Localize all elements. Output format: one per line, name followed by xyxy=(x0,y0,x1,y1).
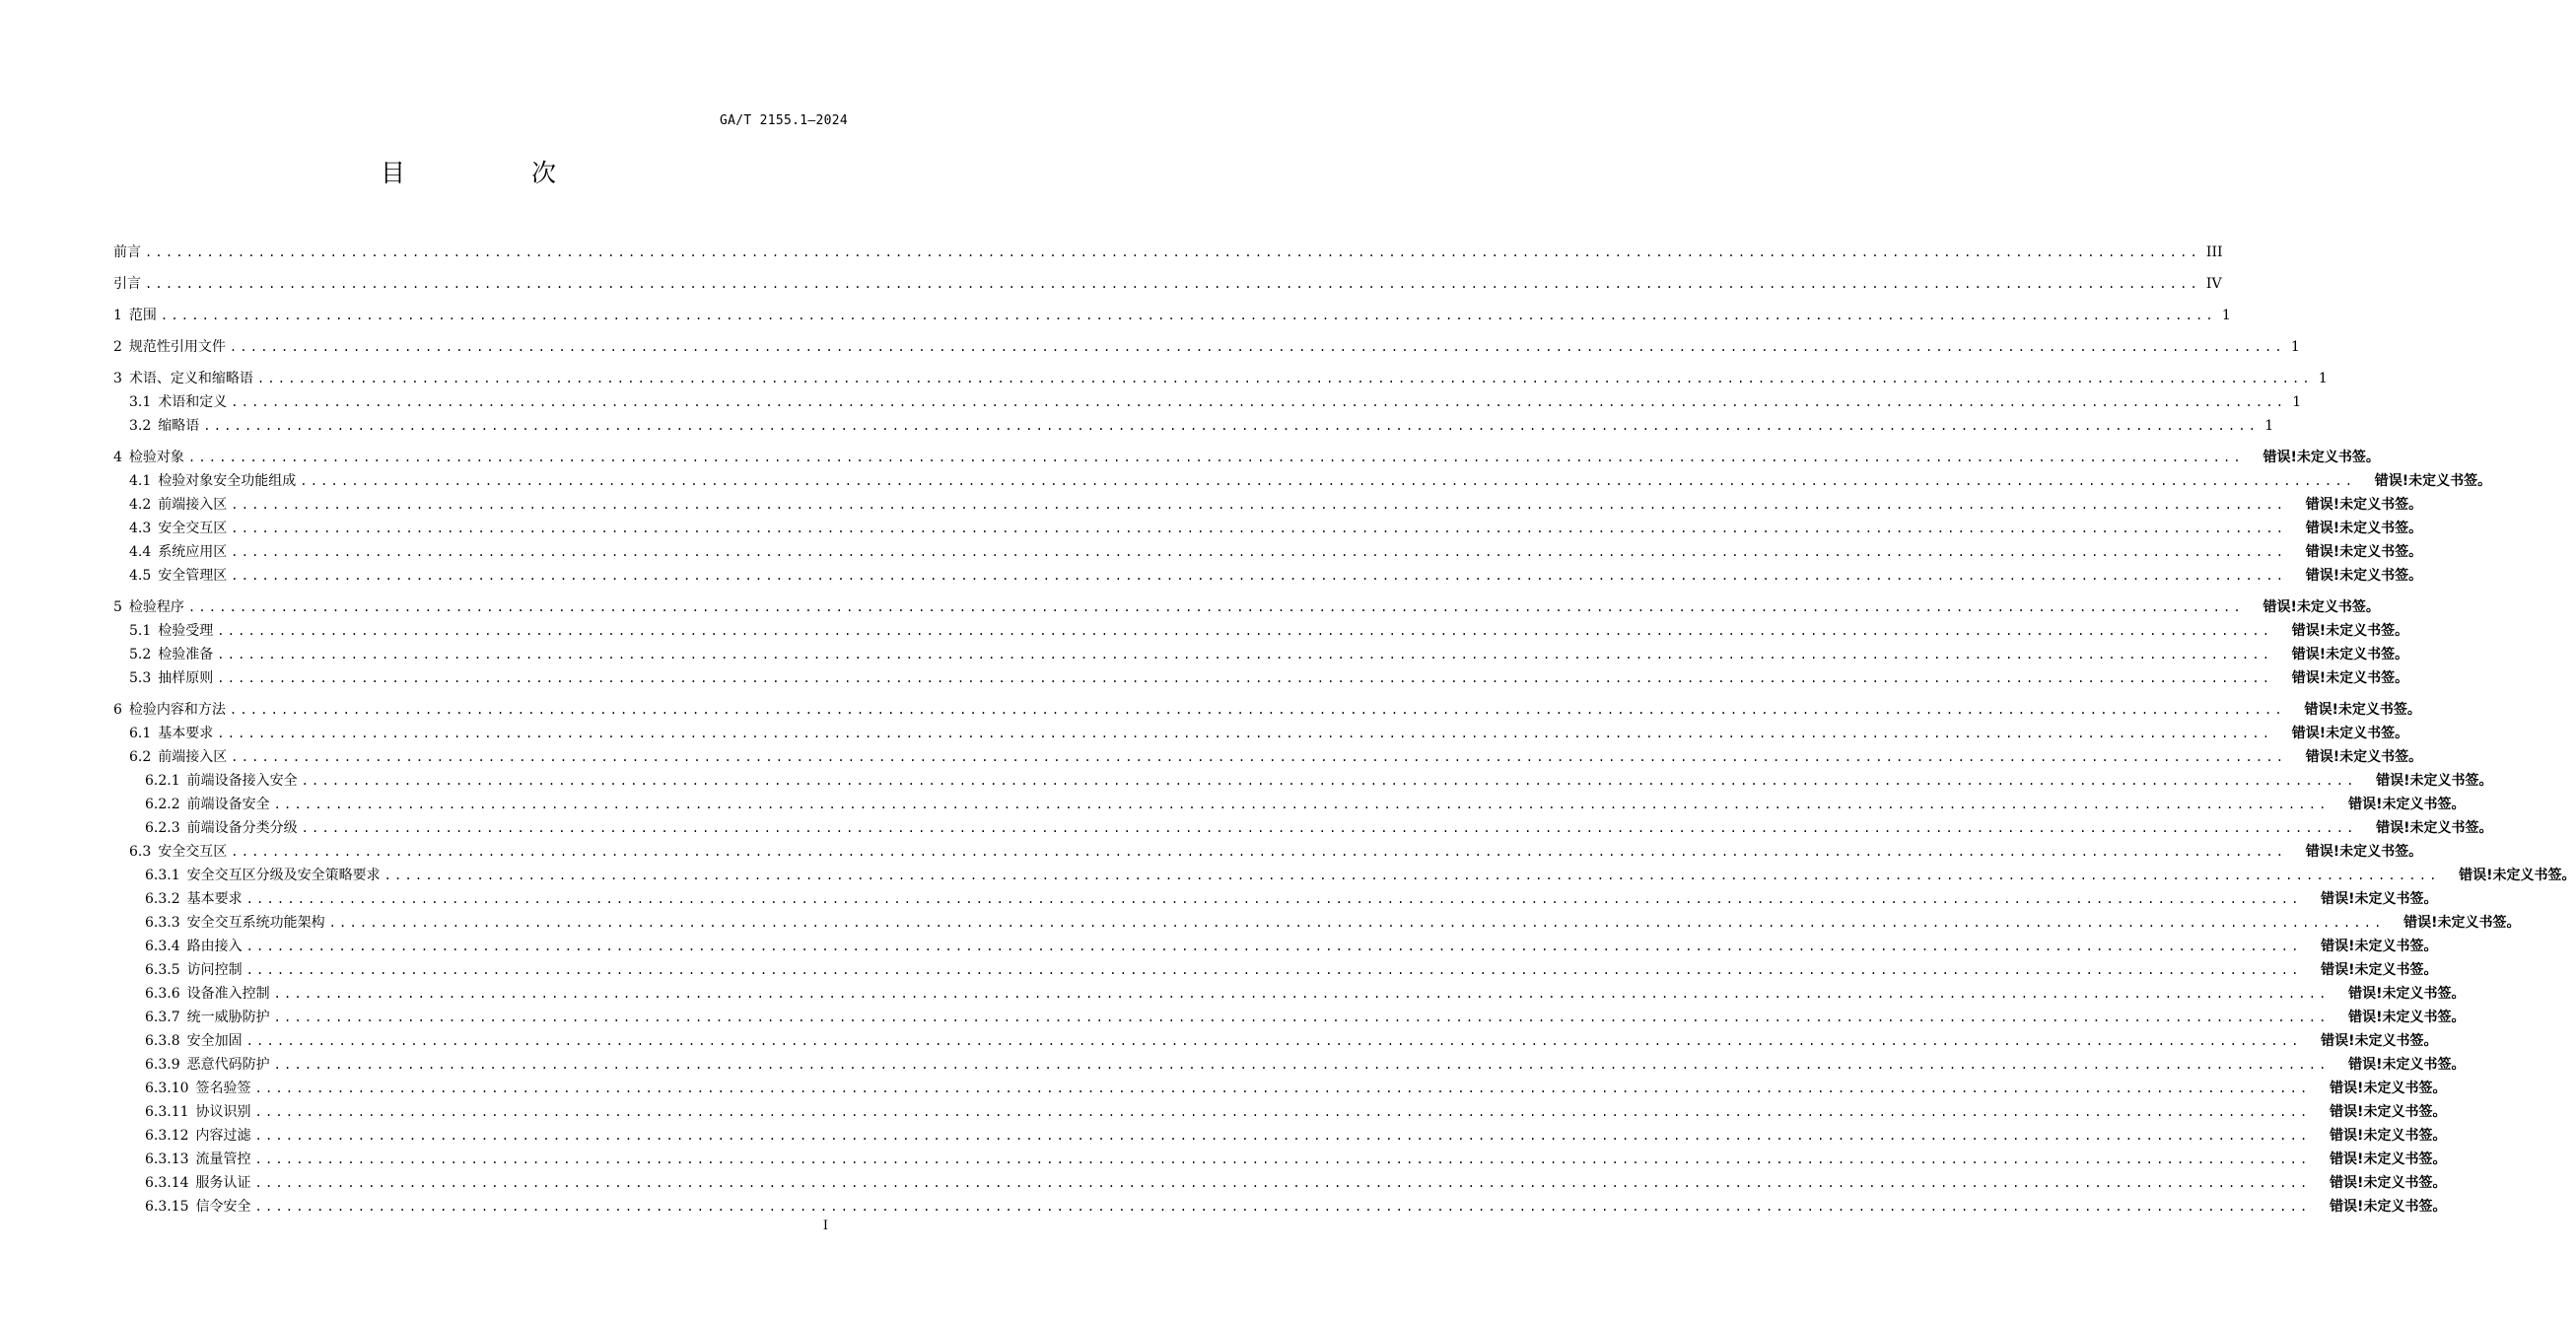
toc-entry-title xyxy=(129,745,227,769)
dot-leader: ........................................................................................................................................................................................................ xyxy=(256,372,2313,385)
bookmark-error-text: 错误!未定义书签。 xyxy=(2305,568,2423,584)
document-code: GA/T 2155.1—2024 xyxy=(719,113,848,128)
toc-entry[interactable] xyxy=(113,540,2423,564)
bookmark-error-text: 错误!未定义书签。 xyxy=(2330,1175,2447,1191)
toc-entry-title xyxy=(113,446,184,469)
toc-entry-number: 6.2.3 xyxy=(145,820,180,836)
bookmark-error-text: 错误!未定义书签。 xyxy=(2305,544,2423,560)
toc-entry-number: 6.2 xyxy=(129,749,152,765)
bookmark-error-text: 错误!未定义书签。 xyxy=(2330,1104,2447,1120)
toc-entry[interactable] xyxy=(113,1171,2447,1195)
toc-entry-title xyxy=(145,769,298,793)
toc-entry[interactable] xyxy=(113,1195,2447,1219)
toc-entry[interactable] xyxy=(113,666,2409,690)
bookmark-error-text: 错误!未定义书签。 xyxy=(2348,986,2466,1002)
dot-leader: ........................................................................................................................................................................................................ xyxy=(254,1176,2311,1190)
bookmark-error-text: 错误!未定义书签。 xyxy=(2348,1057,2466,1073)
toc-entry-label: 前端设备安全 xyxy=(186,797,270,812)
toc-entry-label: 缩略语 xyxy=(158,418,200,434)
toc-entry-number: 6.1 xyxy=(129,726,152,741)
toc-entry-label: 协议识别 xyxy=(195,1104,251,1120)
toc-entry-number: 5.2 xyxy=(129,647,152,662)
toc-entry-number: 1 xyxy=(113,308,122,323)
toc-entry[interactable] xyxy=(113,564,2423,588)
toc-entry-label: 检验对象安全功能组成 xyxy=(158,473,297,489)
dot-leader: ........................................................................................................................................................................................................ xyxy=(245,892,2302,906)
toc-entry[interactable] xyxy=(113,864,2576,887)
toc-entry-number: 3.2 xyxy=(129,418,152,434)
toc-entry-number: 6.3.12 xyxy=(145,1128,189,1144)
dot-leader: ........................................................................................................................................................................................................ xyxy=(273,1058,2330,1072)
toc-entry-label: 安全加固 xyxy=(186,1033,243,1049)
toc-entry-title xyxy=(129,390,227,414)
toc-entry-title xyxy=(129,619,213,643)
dot-leader: ........................................................................................................................................................................................................ xyxy=(254,1129,2311,1143)
dot-leader: ........................................................................................................................................................................................................ xyxy=(145,277,2200,291)
toc-entry-label: 流量管控 xyxy=(195,1151,251,1167)
toc-entry-label: 术语和定义 xyxy=(158,394,228,410)
toc-entry[interactable] xyxy=(113,241,2223,264)
dot-leader: ........................................................................................................................................................................................................ xyxy=(231,545,2287,559)
toc-entry-label: 规范性引用文件 xyxy=(128,339,226,355)
toc-entry[interactable] xyxy=(113,982,2466,1006)
toc-entry-title xyxy=(145,864,381,887)
dot-leader: ........................................................................................................................................................................................................ xyxy=(231,845,2287,859)
bookmark-error-text: 错误!未定义书签。 xyxy=(2403,915,2521,931)
toc-entry-label: 恶意代码防护 xyxy=(186,1057,270,1073)
toc-entry[interactable] xyxy=(113,745,2423,769)
toc-entry-title xyxy=(145,793,270,816)
bookmark-error-text: 错误!未定义书签。 xyxy=(2321,962,2438,978)
dot-leader: ........................................................................................................................................................................................................ xyxy=(229,703,2285,717)
toc-entry-title xyxy=(145,982,270,1006)
toc-entry-label: 统一威胁防护 xyxy=(186,1010,270,1025)
toc-entry[interactable] xyxy=(113,1053,2466,1077)
toc-page-number: 1 xyxy=(2292,394,2302,410)
dot-leader: ........................................................................................................................................................................................................ xyxy=(231,522,2287,535)
toc-entry-title xyxy=(145,935,243,958)
bookmark-error-text: 错误!未定义书签。 xyxy=(2330,1128,2447,1144)
dot-leader: ........................................................................................................................................................................................................ xyxy=(273,798,2330,811)
toc-entry-label: 范围 xyxy=(128,308,157,323)
toc-entry-title xyxy=(145,1171,251,1195)
toc-entry[interactable] xyxy=(113,595,2380,619)
toc-entry-label: 设备准入控制 xyxy=(186,986,270,1002)
toc-entry-label: 检验对象 xyxy=(128,450,184,465)
toc-entry[interactable] xyxy=(113,698,2421,722)
toc-entry-title xyxy=(145,1124,251,1148)
toc-entry-number: 6.3.5 xyxy=(145,962,180,978)
bookmark-error-text: 错误!未定义书签。 xyxy=(2459,868,2576,883)
toc-entry-label: 基本要求 xyxy=(186,891,243,907)
toc-entry-number: 4.2 xyxy=(129,497,152,513)
toc-page-number: 1 xyxy=(2264,418,2274,434)
toc-entry-number: 6.2.2 xyxy=(145,797,180,812)
toc-entry-label: 服务认证 xyxy=(195,1175,251,1191)
bookmark-error-text: 错误!未定义书签。 xyxy=(2291,623,2409,639)
dot-leader: ........................................................................................................................................................................................................ xyxy=(217,624,2273,638)
toc-entry-number: 4.3 xyxy=(129,521,152,536)
toc-entry-title xyxy=(129,666,213,690)
toc-entry-title xyxy=(145,887,243,911)
dot-leader: ........................................................................................................................................................................................................ xyxy=(273,1011,2330,1024)
toc-entry-number: 6.3.9 xyxy=(145,1057,180,1073)
toc-entry-number: 6.3.13 xyxy=(145,1151,189,1167)
dot-leader: ........................................................................................................................................................................................................ xyxy=(300,474,2356,488)
toc-entry[interactable] xyxy=(113,793,2466,816)
dot-leader: ........................................................................................................................................................................................................ xyxy=(231,498,2287,512)
dot-leader: ........................................................................................................................................................................................................ xyxy=(254,1105,2311,1119)
toc-entry-title xyxy=(113,304,157,327)
toc-entry-number: 5.1 xyxy=(129,623,152,639)
toc-entry[interactable] xyxy=(113,911,2521,935)
toc-entry-title xyxy=(145,1148,251,1171)
toc-entry[interactable] xyxy=(113,816,2493,840)
dot-leader: ........................................................................................................................................................................................................ xyxy=(301,774,2357,788)
dot-leader: ........................................................................................................................................................................................................ xyxy=(245,940,2302,953)
toc-entry-number: 6.3.10 xyxy=(145,1081,189,1096)
toc-entry-title xyxy=(145,958,243,982)
toc-entry-number: 6.3 xyxy=(129,844,152,860)
toc-entry[interactable] xyxy=(113,272,2222,296)
toc-entry[interactable] xyxy=(113,1100,2447,1124)
toc-entry-label: 检验内容和方法 xyxy=(128,702,226,718)
bookmark-error-text: 错误!未定义书签。 xyxy=(2330,1081,2447,1096)
toc-entry[interactable] xyxy=(113,493,2423,517)
toc-entry-label: 安全交互区分级及安全策略要求 xyxy=(186,868,381,883)
toc-entry-label: 抽样原则 xyxy=(158,670,214,686)
toc-entry-number: 6.3.3 xyxy=(145,915,180,931)
toc-entry-number: 5.3 xyxy=(129,670,152,686)
toc-entry-title xyxy=(113,367,253,390)
toc-entry-number: 6.3.15 xyxy=(145,1199,189,1215)
dot-leader: ........................................................................................................................................................................................................ xyxy=(203,419,2260,433)
dot-leader: ........................................................................................................................................................................................................ xyxy=(229,340,2285,354)
toc-entry-title xyxy=(113,595,184,619)
toc-entry-label: 安全交互区 xyxy=(158,521,228,536)
bookmark-error-text: 错误!未定义书签。 xyxy=(2263,599,2380,615)
page-title: 目 次 xyxy=(381,159,615,187)
dot-leader: ........................................................................................................................................................................................................ xyxy=(160,309,2216,322)
toc-entry-number: 4.1 xyxy=(129,473,152,489)
dot-leader: ........................................................................................................................................................................................................ xyxy=(231,750,2287,764)
toc-entry-number: 6.3.1 xyxy=(145,868,180,883)
bookmark-error-text: 错误!未定义书签。 xyxy=(2291,647,2409,662)
toc-entry-number: 3 xyxy=(113,371,122,386)
footer-page-number: I xyxy=(822,1219,828,1233)
toc-entry-label: 安全交互系统功能架构 xyxy=(186,915,325,931)
toc-entry-label: 引言 xyxy=(113,276,141,292)
dot-leader: ........................................................................................................................................................................................................ xyxy=(254,1081,2311,1095)
bookmark-error-text: 错误!未定义书签。 xyxy=(2348,797,2466,812)
dot-leader: ........................................................................................................................................................................................................ xyxy=(328,916,2385,930)
bookmark-error-text: 错误!未定义书签。 xyxy=(2304,702,2421,718)
toc-entry[interactable] xyxy=(113,1124,2447,1148)
toc-entry-label: 信令安全 xyxy=(195,1199,251,1215)
toc-entry[interactable] xyxy=(113,887,2438,911)
toc-entry[interactable] xyxy=(113,517,2423,540)
toc-entry-label: 术语、定义和缩略语 xyxy=(128,371,253,386)
toc-entry-title xyxy=(129,722,213,745)
toc-page-number: 1 xyxy=(2290,339,2300,355)
dot-leader: ........................................................................................................................................................................................................ xyxy=(383,869,2440,882)
toc-entry[interactable] xyxy=(113,1029,2438,1053)
dot-leader: ........................................................................................................................................................................................................ xyxy=(254,1152,2311,1166)
toc-entry[interactable] xyxy=(113,469,2492,493)
bookmark-error-text: 错误!未定义书签。 xyxy=(2305,497,2423,513)
toc-entry-title xyxy=(129,414,199,438)
toc-entry-number: 6.3.14 xyxy=(145,1175,189,1191)
toc-entry-title xyxy=(129,517,227,540)
dot-leader: ........................................................................................................................................................................................................ xyxy=(187,451,2244,464)
toc-entry-number: 6.3.4 xyxy=(145,939,180,954)
bookmark-error-text: 错误!未定义书签。 xyxy=(2321,1033,2438,1049)
dot-leader: ........................................................................................................................................................................................................ xyxy=(301,821,2357,835)
toc-entry-label: 检验准备 xyxy=(158,647,214,662)
toc-entry-title xyxy=(129,469,296,493)
toc-entry[interactable] xyxy=(113,1006,2466,1029)
toc-entry[interactable] xyxy=(113,643,2409,666)
toc-entry-label: 前言 xyxy=(113,244,141,260)
toc-entry-title xyxy=(129,493,227,517)
toc-entry-title xyxy=(145,911,325,935)
toc-entry-number: 4 xyxy=(113,450,122,465)
toc-entry[interactable] xyxy=(113,390,2302,414)
toc-entry-number: 6 xyxy=(113,702,122,718)
bookmark-error-text: 错误!未定义书签。 xyxy=(2330,1151,2447,1167)
toc-entry[interactable] xyxy=(113,367,2328,390)
toc-entry-label: 安全管理区 xyxy=(158,568,228,584)
toc-entry[interactable] xyxy=(113,769,2493,793)
toc-entry[interactable] xyxy=(113,304,2231,327)
bookmark-error-text: 错误!未定义书签。 xyxy=(2376,773,2493,789)
toc-entry-label: 前端设备分类分级 xyxy=(186,820,298,836)
bookmark-error-text: 错误!未定义书签。 xyxy=(2305,749,2423,765)
toc-entry[interactable] xyxy=(113,722,2409,745)
toc-entry-number: 6.3.7 xyxy=(145,1010,180,1025)
toc-entry-label: 基本要求 xyxy=(158,726,214,741)
toc-page-number: 1 xyxy=(2221,308,2231,323)
toc-entry[interactable] xyxy=(113,446,2380,469)
bookmark-error-text: 错误!未定义书签。 xyxy=(2291,726,2409,741)
table-of-contents xyxy=(113,241,2576,1219)
toc-entry[interactable] xyxy=(113,335,2300,359)
toc-entry-title xyxy=(145,1053,270,1077)
toc-entry-title xyxy=(113,698,226,722)
dot-leader: ........................................................................................................................................................................................................ xyxy=(273,987,2330,1001)
bookmark-error-text: 错误!未定义书签。 xyxy=(2305,521,2423,536)
bookmark-error-text: 错误!未定义书签。 xyxy=(2263,450,2380,465)
dot-leader: ........................................................................................................................................................................................................ xyxy=(245,963,2302,977)
toc-entry-title xyxy=(145,1006,270,1029)
toc-entry-label: 前端接入区 xyxy=(158,749,228,765)
toc-entry-label: 检验程序 xyxy=(128,599,184,615)
dot-leader: ........................................................................................................................................................................................................ xyxy=(217,648,2273,662)
dot-leader: ........................................................................................................................................................................................................ xyxy=(187,600,2244,614)
toc-entry-label: 前端设备接入安全 xyxy=(186,773,298,789)
bookmark-error-text: 错误!未定义书签。 xyxy=(2374,473,2492,489)
toc-entry-number: 6.3.8 xyxy=(145,1033,180,1049)
bookmark-error-text: 错误!未定义书签。 xyxy=(2291,670,2409,686)
bookmark-error-text: 错误!未定义书签。 xyxy=(2348,1010,2466,1025)
toc-entry-title xyxy=(113,335,226,359)
bookmark-error-text: 错误!未定义书签。 xyxy=(2305,844,2423,860)
toc-entry[interactable] xyxy=(113,958,2438,982)
toc-page-number: III xyxy=(2205,244,2223,260)
toc-entry-title xyxy=(145,1029,243,1053)
toc-entry-title xyxy=(113,241,141,264)
dot-leader: ........................................................................................................................................................................................................ xyxy=(217,727,2273,740)
toc-entry-title xyxy=(129,840,227,864)
toc-entry-number: 6.2.1 xyxy=(145,773,180,789)
toc-entry-label: 签名验签 xyxy=(195,1081,251,1096)
toc-entry-number: 3.1 xyxy=(129,394,152,410)
toc-entry-title xyxy=(113,272,141,296)
toc-entry-title xyxy=(145,1100,251,1124)
toc-entry[interactable] xyxy=(113,1148,2447,1171)
toc-entry-title xyxy=(145,1195,251,1219)
bookmark-error-text: 错误!未定义书签。 xyxy=(2376,820,2493,836)
toc-page-number: IV xyxy=(2205,276,2222,292)
toc-entry-label: 系统应用区 xyxy=(158,544,228,560)
toc-entry-title xyxy=(129,540,227,564)
dot-leader: ........................................................................................................................................................................................................ xyxy=(231,569,2287,583)
toc-entry-number: 4.4 xyxy=(129,544,152,560)
dot-leader: ........................................................................................................................................................................................................ xyxy=(254,1200,2311,1214)
toc-entry-label: 检验受理 xyxy=(158,623,214,639)
toc-entry-label: 访问控制 xyxy=(186,962,243,978)
toc-entry-number: 6.3.11 xyxy=(145,1104,189,1120)
bookmark-error-text: 错误!未定义书签。 xyxy=(2321,891,2438,907)
toc-entry[interactable] xyxy=(113,414,2274,438)
toc-entry-number: 6.3.6 xyxy=(145,986,180,1002)
toc-entry[interactable] xyxy=(113,619,2409,643)
toc-entry-title xyxy=(129,564,227,588)
dot-leader: ........................................................................................................................................................................................................ xyxy=(231,395,2287,409)
dot-leader: ........................................................................................................................................................................................................ xyxy=(145,245,2200,259)
bookmark-error-text: 错误!未定义书签。 xyxy=(2330,1199,2447,1215)
toc-entry-number: 5 xyxy=(113,599,122,615)
toc-entry-title xyxy=(129,643,213,666)
toc-entry-label: 前端接入区 xyxy=(158,497,228,513)
bookmark-error-text: 错误!未定义书签。 xyxy=(2321,939,2438,954)
toc-entry-title xyxy=(145,1077,251,1100)
toc-entry-number: 2 xyxy=(113,339,122,355)
toc-entry-label: 路由接入 xyxy=(186,939,243,954)
dot-leader: ........................................................................................................................................................................................................ xyxy=(245,1034,2302,1048)
toc-entry[interactable] xyxy=(113,840,2423,864)
dot-leader: ........................................................................................................................................................................................................ xyxy=(217,671,2273,685)
toc-entry-number: 4.5 xyxy=(129,568,152,584)
toc-entry-label: 安全交互区 xyxy=(158,844,228,860)
toc-entry[interactable] xyxy=(113,935,2438,958)
toc-entry-number: 6.3.2 xyxy=(145,891,180,907)
toc-page-number: 1 xyxy=(2318,371,2328,386)
toc-entry[interactable] xyxy=(113,1077,2447,1100)
toc-entry-label: 内容过滤 xyxy=(195,1128,251,1144)
toc-entry-title xyxy=(145,816,298,840)
